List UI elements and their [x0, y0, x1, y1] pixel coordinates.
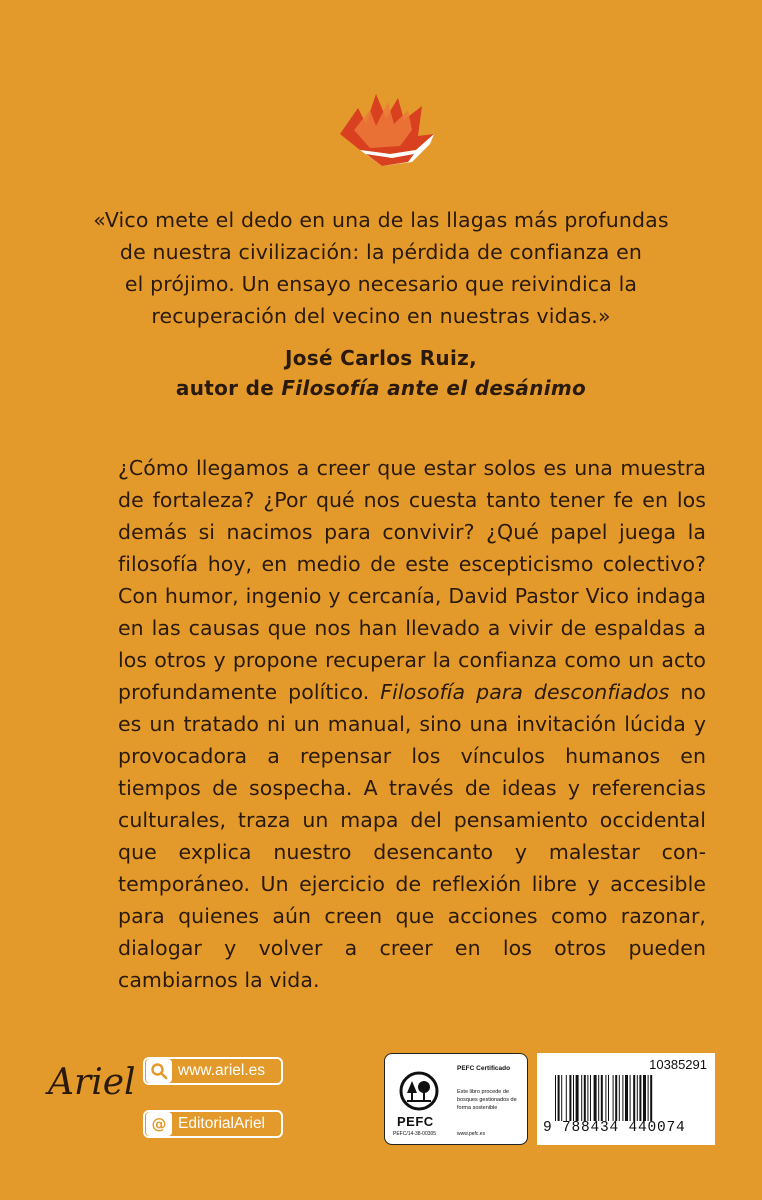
barcode-bar [639, 1075, 641, 1121]
isbn-number: 9 788434 440074 [543, 1120, 686, 1136]
blurb-part-1: ¿Cómo llegamos a creer que estar solos es una muestra de fortaleza? ¿Por qué nos cuesta tanto tener fe en los demás si nacimos para convivir? ¿Qué papel juega la filosofía hoy, en medio de este escepticismo colectivo? Con humor, ingenio y cercanía, David Pastor Vico indaga en las causas que nos han llevado a vivir de espaldas a los otros y propone recuperar la confianza como un acto profundamente político. [118, 456, 706, 704]
author-role-prefix: autor de [175, 376, 282, 400]
author-name: José Carlos Ruiz, [285, 346, 477, 370]
quote-line: recuperación del vecino en nuestras vidas.» [151, 304, 611, 328]
barcode-bar [587, 1075, 588, 1121]
barcode-bar [643, 1075, 646, 1121]
barcode-bar [625, 1075, 628, 1121]
barcode-bar [605, 1075, 606, 1121]
pefc-certification-box [384, 1053, 528, 1145]
barcode-bar [555, 1075, 556, 1121]
barcode-bar [594, 1075, 597, 1121]
barcode-bar [615, 1075, 617, 1121]
quote-line: «Vico mete el dedo en una de las llagas más profundas [93, 208, 669, 232]
author-book-title: Filosofía ante el desánimo [281, 376, 587, 400]
barcode-bar [613, 1075, 614, 1121]
search-icon [146, 1059, 172, 1083]
quote-line: de nuestra civilización: la pérdida de confianza en [119, 240, 643, 264]
website-link[interactable] [143, 1057, 283, 1085]
barcode-bar [619, 1075, 620, 1121]
barcode-bar [573, 1075, 574, 1121]
book-blurb [118, 452, 706, 996]
at-icon [146, 1112, 172, 1136]
website-label: www.ariel.es [178, 1062, 265, 1079]
barcode-bar [598, 1075, 599, 1121]
barcode-bar [590, 1075, 591, 1121]
pefc-code: PEFC/14-38-00305 [393, 1131, 437, 1137]
pefc-wordmark: PEFC [397, 1114, 434, 1129]
barcode-bar [584, 1075, 586, 1121]
barcode-bar [601, 1075, 603, 1121]
barcode-bar [622, 1075, 623, 1121]
barcode-bar [608, 1075, 609, 1121]
blurb-book-title: Filosofía para desconfiados [380, 680, 670, 704]
pefc-site: www.pefc.es [457, 1131, 486, 1137]
barcode-bar [581, 1075, 582, 1121]
social-link[interactable] [143, 1110, 283, 1138]
author-role [60, 373, 702, 403]
blurb-part-2: no es un tratado ni un manual, sino una invitación lúcida y provocadora a repensar los vínculos humanos en tiempos de sospecha. A través de ideas y referencias culturales, traza un mapa del pensamiento occidental que explica nuestro desencanto y malestar contemporáneo. Un ejercicio de reflexión libre y accesible para quienes aún creen que acciones como razonar, dialogar y volver a creer en los otros pueden cambiarnos la vida. [118, 680, 706, 992]
barcode-bar [576, 1075, 579, 1121]
endorsement-quote [60, 204, 702, 332]
barcode-bar [648, 1075, 649, 1121]
barcode-bar [637, 1075, 638, 1121]
quote-attribution [60, 343, 702, 403]
barcode-bar [569, 1075, 571, 1121]
quote-line: el prójimo. Un ensayo necesario que reivindica la [124, 272, 638, 296]
pefc-tree-icon [399, 1071, 439, 1111]
pefc-title: PEFC Certificado [457, 1065, 511, 1072]
svg-text:@: @ [151, 1115, 167, 1133]
barcode-bars [555, 1075, 703, 1121]
publisher-logo: Ariel [48, 1062, 136, 1103]
barcode-bar [630, 1075, 631, 1121]
barcode-bar [561, 1075, 562, 1121]
barcode-bar [558, 1075, 560, 1121]
barcode-bar [633, 1075, 635, 1121]
social-label: EditorialAriel [178, 1115, 266, 1132]
publisher-crown-logo-icon [330, 88, 440, 180]
barcode-reference: 10385291 [649, 1057, 707, 1072]
isbn-barcode [537, 1053, 715, 1145]
pefc-text: Este libro procede de bosques gestionados de forma sostenible [457, 1089, 517, 1111]
barcode-bar [650, 1075, 652, 1121]
barcode-bar [566, 1075, 567, 1121]
